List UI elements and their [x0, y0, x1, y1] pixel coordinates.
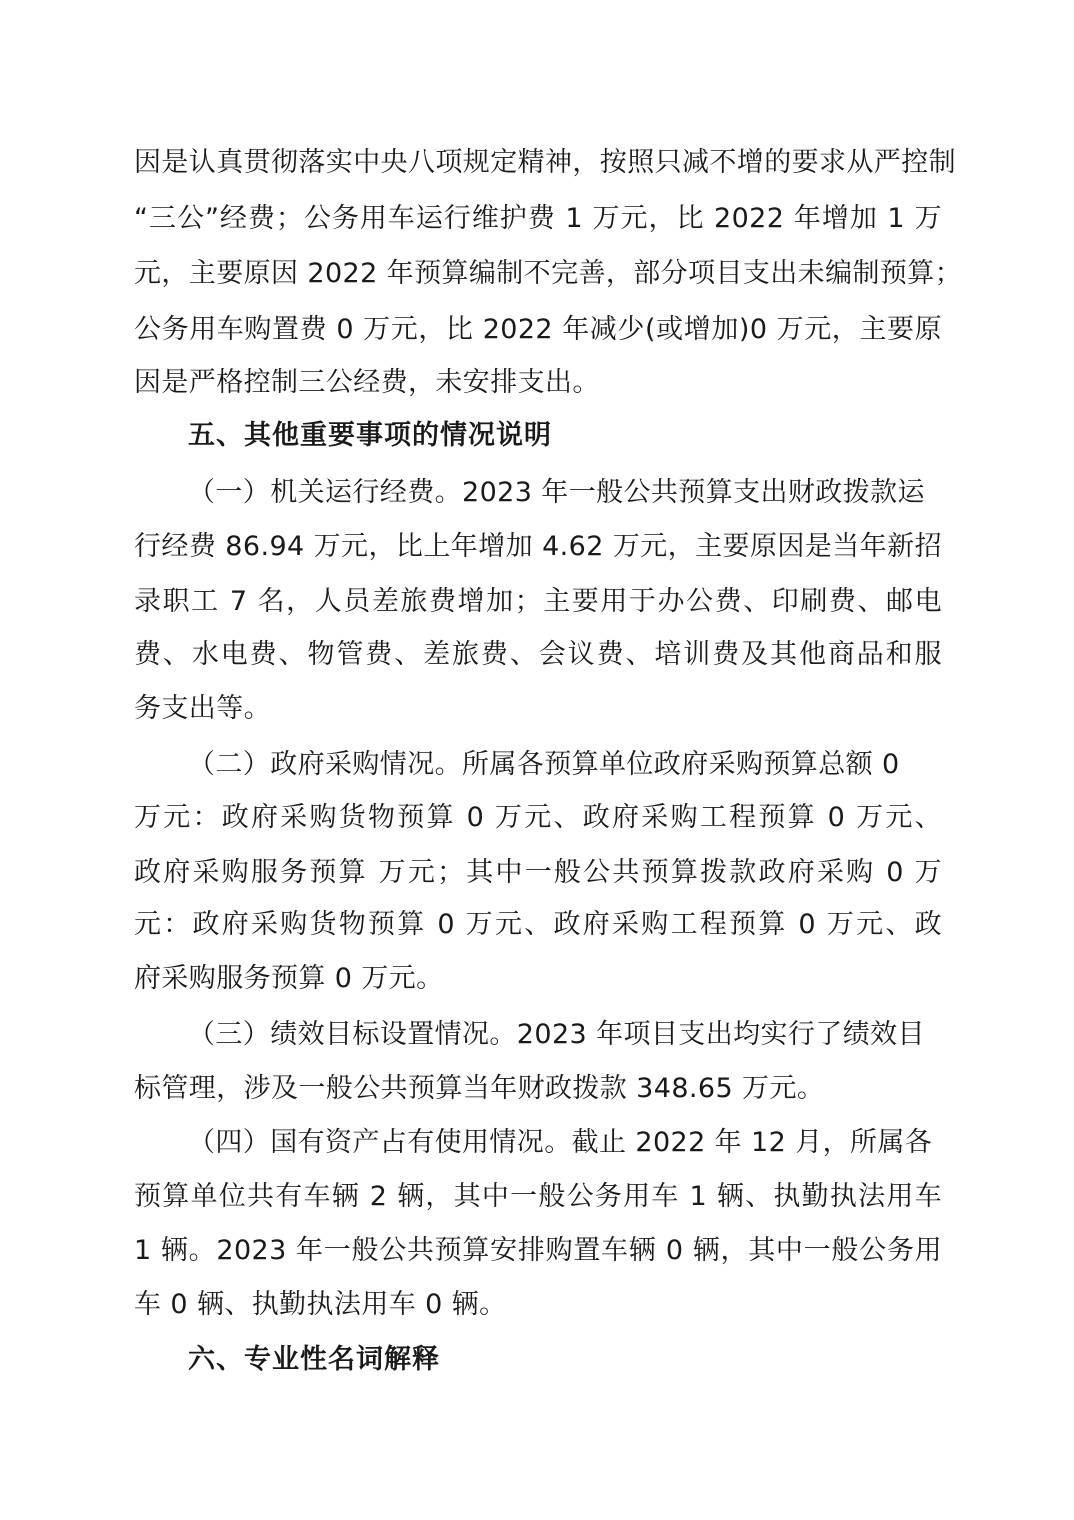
paragraph-line: 标管理，涉及一般公共预算当年财政拨款 348.65 万元。 — [134, 1073, 825, 1104]
paragraph-line: 预算单位共有车辆 2 辆，其中一般公务用车 1 辆、执勤执法用车 — [134, 1181, 942, 1212]
paragraph-line: 因是认真贯彻落实中央八项规定精神，按照只减不增的要求从严控制 — [134, 147, 956, 178]
paragraph-line: 务支出等。 — [134, 693, 271, 724]
paragraph-line: 车 0 辆、执勤执法用车 0 辆。 — [134, 1289, 507, 1320]
paragraph-line: 因是严格控制三公经费，未安排支出。 — [134, 367, 600, 398]
paragraph-line: 费、水电费、物管费、差旅费、会议费、培训费及其他商品和服 — [134, 639, 942, 670]
paragraph-line: 公务用车购置费 0 万元，比 2022 年减少(或增加)0 万元，主要原 — [134, 314, 942, 345]
paragraph-line: 元，主要原因 2022 年预算编制不完善，部分项目支出未编制预算； — [134, 258, 963, 289]
paragraph-line: 元：政府采购货物预算 0 万元、政府采购工程预算 0 万元、政 — [134, 909, 942, 940]
paragraph-line: （二）政府采购情况。所属各预算单位政府采购预算总额 0 — [188, 749, 900, 780]
section-heading-5: 五、其他重要事项的情况说明 — [188, 420, 552, 451]
paragraph-line: 1 辆。2023 年一般公共预算安排购置车辆 0 辆，其中一般公务用 — [134, 1235, 942, 1266]
paragraph-line: “三公”经费；公务用车运行维护费 1 万元，比 2022 年增加 1 万 — [134, 203, 942, 234]
paragraph-line: （三）绩效目标设置情况。2023 年项目支出均实行了绩效目 — [188, 1019, 925, 1050]
paragraph-line: 府采购服务预算 0 万元。 — [134, 963, 444, 994]
paragraph-line: 万元：政府采购货物预算 0 万元、政府采购工程预算 0 万元、 — [134, 802, 942, 833]
paragraph-line: 录职工 7 名，人员差旅费增加；主要用于办公费、印刷费、邮电 — [134, 586, 942, 617]
paragraph-line: 行经费 86.94 万元，比上年增加 4.62 万元，主要原因是当年新招 — [134, 531, 942, 562]
section-heading-6: 六、专业性名词解释 — [188, 1344, 440, 1375]
paragraph-line: （四）国有资产占有使用情况。截止 2022 年 12 月，所属各 — [188, 1127, 933, 1158]
paragraph-line: 政府采购服务预算 万元；其中一般公共预算拨款政府采购 0 万 — [134, 857, 942, 888]
paragraph-line: （一）机关运行经费。2023 年一般公共预算支出财政拨款运 — [188, 477, 925, 508]
